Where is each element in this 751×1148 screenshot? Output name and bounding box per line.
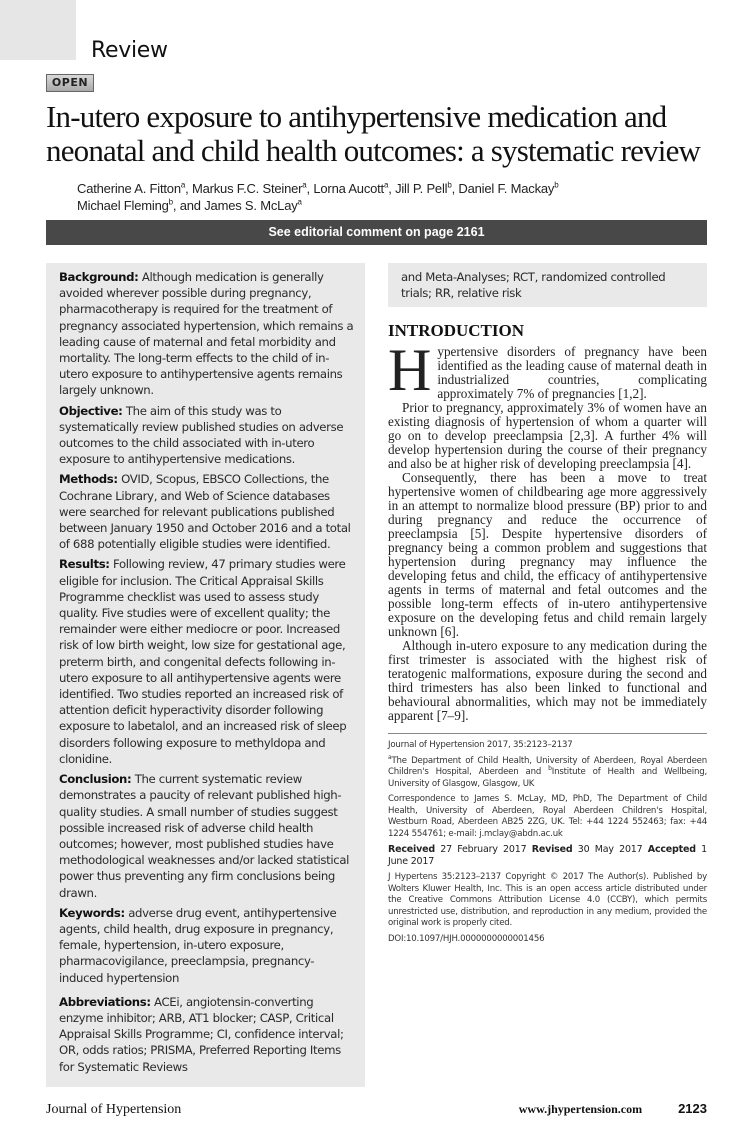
abstract-abbreviations: Abbreviations: ACEi, angiotensin-converting enzyme inhibitor; ARB, AT1 blocker; CASP, Critical Appraisal Skills Programme; CI, confidence interval; OR, odds ratios; PRISMA, Preferred Reporting Items for Systematic Reviews: [59, 994, 344, 1074]
footnotes: [388, 740, 707, 949]
paragraph: Although in-utero exposure to any medication during the first trimester is associated with the highest risk of teratogenic malformations, exposure during the second and third trimesters has also been linked to functional and behavioural abnormalities, which may not be immediately apparent [7–9].: [388, 638, 707, 723]
affiliations: $^a$The Department of Child Health, University of Aberdeen, Royal Aberdeen Children's Hospital, Aberdeen and $^b$Institute of Health and Wellbeing, University of Glasgow, Glasgow, UK: [388, 753, 707, 789]
footer-website-link[interactable]: www.jhypertension.com: [518, 1101, 643, 1116]
two-column-body: [46, 263, 707, 1087]
journal-citation: Journal of Hypertension 2017, 35:2123–2137: [388, 740, 573, 750]
right-column: [388, 263, 707, 1087]
abbreviations-continued: and Meta-Analyses; RCT, randomized controlled trials; RR, relative risk: [401, 270, 666, 300]
author: Catherine A. Fitton$^a$: [77, 180, 186, 196]
footer-journal-name: Journal of Hypertension: [46, 1101, 182, 1117]
doi-link[interactable]: DOI:10.1097/HJH.0000000000001456: [388, 933, 545, 944]
section-label: Review: [91, 38, 168, 63]
correspondence: Correspondence to James S. McLay, MD, PhD, The Department of Child Health, University of Aberdeen, Royal Aberdeen Children's Hospital, Westburn Road, Aberdeen AB25 2ZG, UK. Tel: +44 1224 552463; fax: +44 1224 554761; e-mail: j.mclay@abdn.ac.uk: [388, 794, 707, 839]
introduction-body: [388, 337, 707, 723]
abstract-results: Results: Following review, 47 primary studies were eligible for inclusion. The Critical Appraisal Skills Programme checklist was used to assess study quality. Five studies were of excellent quality; the remainder were either mediocre or poor. Increased risk of low birth weight, low size for gestational age, preterm birth, and congenital defects following in-utero exposure to all antihypertensive agents were identified. Two studies reported an increased risk of attention deficit hyperactivity disorder following exposure to labetalol, and an increased risk of sleep disorders following exposure to methyldopa and clonidine.: [59, 557, 347, 766]
open-access-badge: OPEN: [46, 74, 94, 92]
abstract-conclusion: Conclusion: The current systematic review demonstrates a paucity of relevant published high-quality studies. A small number of studies suggest possible increased risk of adverse child health outcomes; however, most published studies have methodological weaknesses and/or lacked statistical power thus preventing any firm conclusions being drawn.: [59, 772, 350, 900]
abstract-box-continued: [388, 263, 707, 307]
abstract-background: Background: Although medication is generally avoided wherever possible during pregnancy, pharmacotherapy is required for the treatment of pregnancy associated hypertension, which remains a leading cause of maternal and fetal morbidity and mortality. The long-term effects to the child of in-utero exposure to antihypertensive agents remains largely unknown.: [59, 270, 354, 398]
footnote-divider: [388, 733, 707, 734]
article-dates: Received 27 February 2017 Revised 30 May 2017 Accepted 1 June 2017: [388, 844, 708, 867]
introduction-heading: INTRODUCTION: [388, 321, 525, 340]
article-title: In-utero exposure to antihypertensive medication and neonatal and child health outcomes: a systematic review: [46, 99, 701, 168]
author-list: Catherine A. Fitton$^a$, Markus F.C. Steiner$^a$, Lorna Aucott$^a$, Jill P. Pell$^b$, Daniel F. Mackay$^b$ Michael Fleming$^b$, and James S. McLay$^a$: [77, 180, 559, 213]
author: Lorna Aucott$^a$: [313, 180, 389, 196]
abstract-keywords: Keywords: adverse drug event, antihypertensive agents, child health, drug exposure in pregnancy, female, hypertension, in-utero exposure, pharmacovigilance, preeclampsia, pregnancy-induced hypertension: [59, 905, 337, 985]
author: Markus F.C. Steiner$^a$: [191, 180, 307, 196]
abstract-methods: Methods: OVID, Scopus, EBSCO Collections, the Cochrane Library, and Web of Science databases were searched for relevant publications published between January 1950 and October 2016 and a total of 688 potentially eligible studies were identified.: [59, 472, 351, 552]
page-footer: [46, 1101, 707, 1148]
abstract-box: [46, 263, 365, 1087]
editorial-comment-banner[interactable]: See editorial comment on page 2161: [46, 220, 707, 245]
abstract-objective: Objective: The aim of this study was to systematically review published studies on adverse outcomes to the child associated with in-utero exposure to antihypertensive medications.: [59, 403, 344, 467]
page-number: 2123: [678, 1100, 707, 1116]
author: Jill P. Pell$^b$: [395, 180, 452, 196]
paragraph: Consequently, there has been a move to treat hypertensive women of childbearing age more aggressively in an attempt to normalize blood pressure (BP) prior to and during pregnancy and reduce the occurrence of preeclampsia [5]. Despite hypertensive disorders of pregnancy being a common problem and suggestions that hypertension during pregnancy may influence the developing fetus and child, the efficacy of antihypertensive agents in terms of maternal and fetal outcomes and the possible long-term effects of in-utero antihypertensive exposure on the developing fetus and child remain largely unknown [6].: [388, 470, 707, 639]
author: Michael Fleming$^b$: [77, 197, 173, 213]
author: and James S. McLay$^a$: [179, 197, 302, 213]
copyright: J Hypertens 35:2123–2137 Copyright © 2017 The Author(s). Published by Wolters Kluwer Health, Inc. This is an open access article distributed under the Creative Commons Attribution License 4.0 (CCBY), which permits unrestricted use, distribution, and reproduction in any medium, provided the original work is properly cited.: [388, 872, 707, 928]
paragraph: Prior to pregnancy, approximately 3% of women have an existing diagnosis of hypertension of whom a quarter will go on to develop preeclampsia [2,3]. A further 4% will develop hypertension during the course of their pregnancy and also be at higher risk of developing preeclampsia [4].: [388, 400, 707, 471]
left-column: [46, 263, 365, 1087]
drop-cap: H: [388, 337, 432, 403]
author: Daniel F. Mackay$^b$: [458, 180, 559, 196]
paragraph: Hypertensive disorders of pregnancy have been identified as the leading cause of maternal death in industrialized countries, complicating approximately 7% of pregnancies [1,2].: [388, 337, 707, 403]
